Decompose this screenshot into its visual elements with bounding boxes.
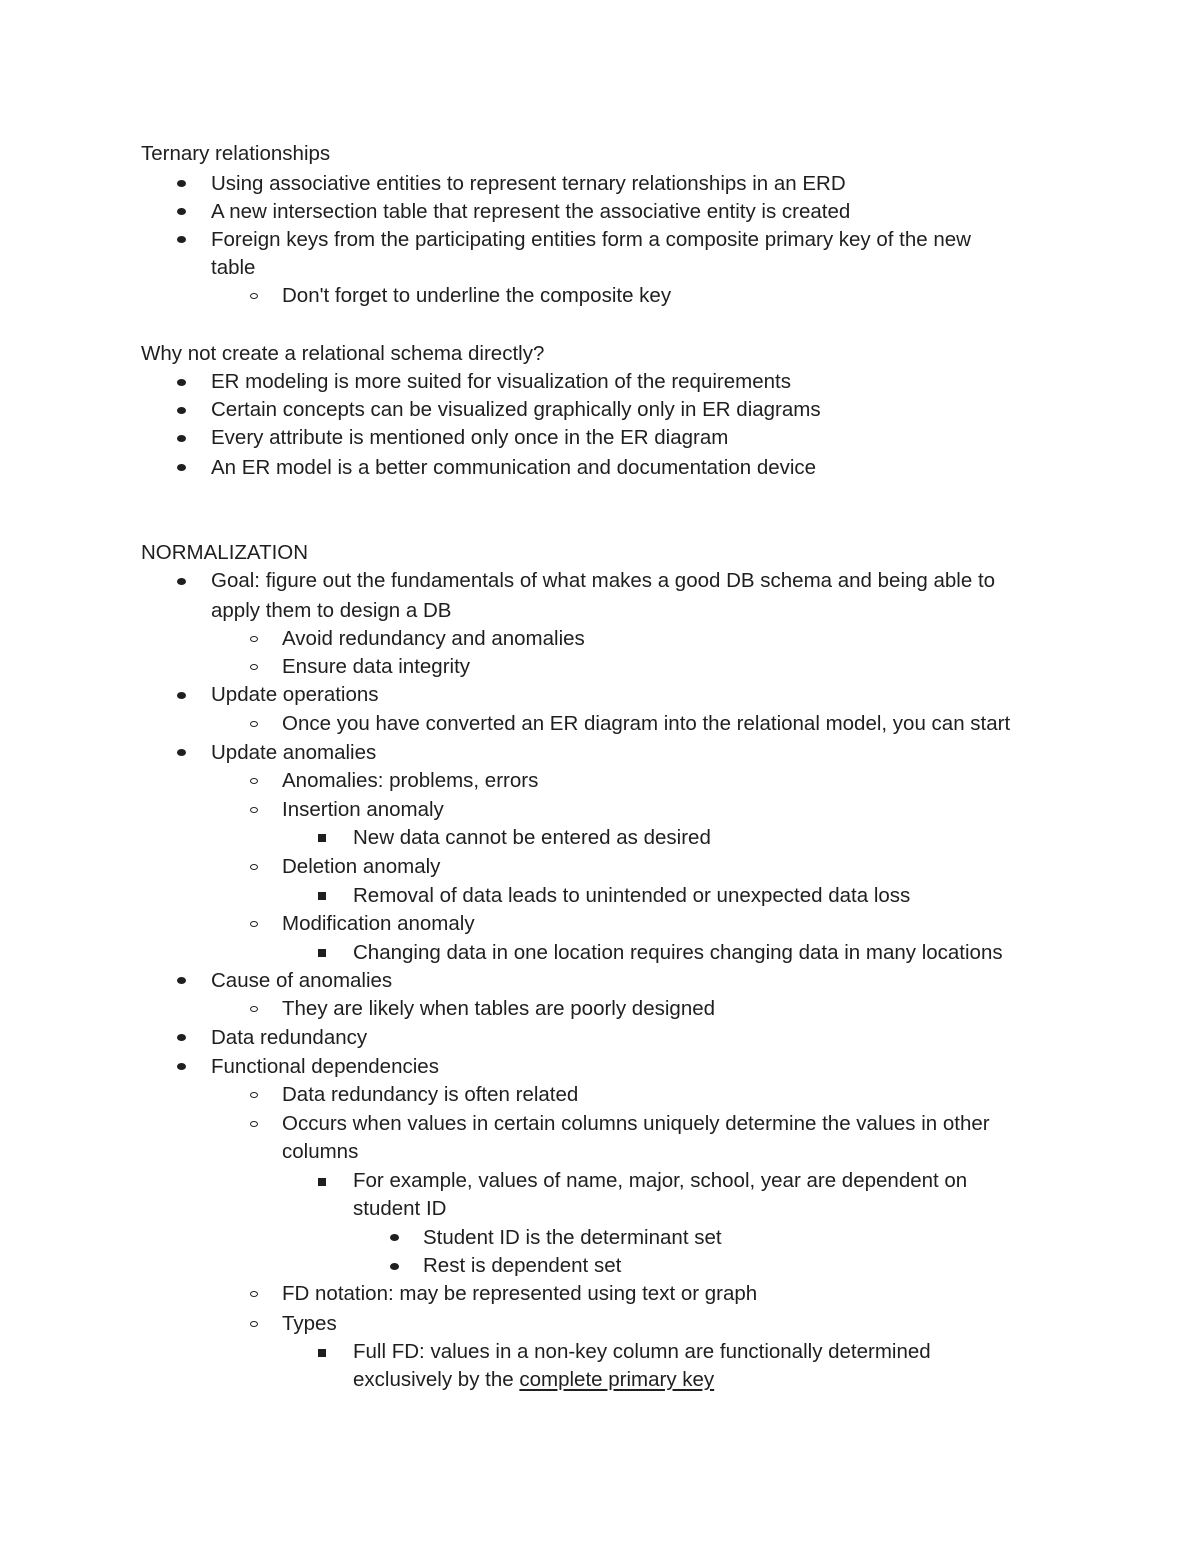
bullet-square-icon	[318, 1178, 326, 1186]
bullet-disc-icon	[177, 407, 186, 414]
bullet-disc-icon	[177, 977, 186, 984]
bullet-disc-icon	[177, 1034, 186, 1041]
list-subsubitem: Removal of data leads to unintended or unexpected data loss	[353, 884, 911, 907]
list-subitem: Modification anomaly	[282, 912, 475, 935]
bullet-disc-icon	[177, 692, 186, 699]
list-subitem: Data redundancy is often related	[282, 1083, 579, 1106]
list-item: Every attribute is mentioned only once in the ER diagram	[211, 426, 729, 449]
bullet-circle-icon	[250, 664, 258, 670]
bullet-square-icon	[318, 949, 326, 957]
bullet-disc-icon	[390, 1263, 399, 1270]
bullet-disc-icon	[177, 578, 186, 585]
list-subsubitem: Full FD: values in a non-key column are functionally determined	[353, 1340, 931, 1363]
list-item-continuation: table	[211, 256, 256, 279]
bullet-circle-icon	[250, 1321, 258, 1327]
bullet-circle-icon	[250, 1006, 258, 1012]
full-fd-prefix-text: exclusively by the	[353, 1368, 520, 1391]
list-item: Update anomalies	[211, 741, 377, 764]
bullet-disc-icon	[177, 435, 186, 442]
list-subsubitem-continuation	[353, 1366, 714, 1394]
list-item: Cause of anomalies	[211, 969, 393, 992]
list-subitem: They are likely when tables are poorly designed	[282, 997, 716, 1020]
list-item-continuation: apply them to design a DB	[211, 599, 452, 622]
list-item: Using associative entities to represent ternary relationships in an ERD	[211, 172, 846, 195]
list-item: ER modeling is more suited for visualization of the requirements	[211, 370, 791, 393]
list-subsubitem-continuation: student ID	[353, 1197, 447, 1220]
list-subitem: Don't forget to underline the composite key	[282, 284, 672, 307]
list-subitem: Anomalies: problems, errors	[282, 769, 539, 792]
bullet-square-icon	[318, 892, 326, 900]
list-level4-item: Student ID is the determinant set	[423, 1226, 722, 1249]
list-subitem: Occurs when values in certain columns uniquely determine the values in other	[282, 1112, 990, 1135]
list-item: Certain concepts can be visualized graphically only in ER diagrams	[211, 398, 821, 421]
list-subitem: FD notation: may be represented using text or graph	[282, 1282, 758, 1305]
bullet-disc-icon	[177, 236, 186, 243]
list-item: Foreign keys from the participating entities form a composite primary key of the new	[211, 228, 971, 251]
list-item: A new intersection table that represent the associative entity is created	[211, 200, 851, 223]
list-subitem: Deletion anomaly	[282, 855, 441, 878]
list-subitem: Ensure data integrity	[282, 655, 471, 678]
section-heading-normalization: NORMALIZATION	[141, 541, 309, 564]
list-subitem: Types	[282, 1312, 337, 1335]
bullet-square-icon	[318, 1349, 326, 1357]
section-heading-ternary: Ternary relationships	[141, 142, 331, 165]
list-item: Data redundancy	[211, 1026, 368, 1049]
bullet-disc-icon	[177, 208, 186, 215]
list-item: An ER model is a better communication and documentation device	[211, 456, 817, 479]
bullet-disc-icon	[177, 1063, 186, 1070]
list-subitem: Once you have converted an ER diagram into the relational model, you can start	[282, 712, 1011, 735]
bullet-square-icon	[318, 834, 326, 842]
bullet-circle-icon	[250, 293, 258, 299]
bullet-disc-icon	[177, 464, 186, 471]
list-item: Functional dependencies	[211, 1055, 439, 1078]
bullet-circle-icon	[250, 921, 258, 927]
bullet-disc-icon	[177, 749, 186, 756]
bullet-circle-icon	[250, 807, 258, 813]
list-level4-item: Rest is dependent set	[423, 1254, 622, 1277]
bullet-circle-icon	[250, 1121, 258, 1127]
bullet-circle-icon	[250, 864, 258, 870]
bullet-circle-icon	[250, 1291, 258, 1297]
list-subitem: Avoid redundancy and anomalies	[282, 627, 585, 650]
bullet-disc-icon	[177, 180, 186, 187]
list-item: Goal: figure out the fundamentals of what makes a good DB schema and being able to	[211, 569, 996, 592]
underlined-term: complete primary key	[519, 1368, 715, 1391]
list-item: Update operations	[211, 683, 379, 706]
list-subitem-continuation: columns	[282, 1140, 359, 1163]
bullet-circle-icon	[250, 636, 258, 642]
bullet-disc-icon	[390, 1234, 399, 1241]
list-subitem: Insertion anomaly	[282, 798, 444, 821]
list-subsubitem: New data cannot be entered as desired	[353, 826, 711, 849]
bullet-circle-icon	[250, 778, 258, 784]
list-subsubitem: Changing data in one location requires changing data in many locations	[353, 941, 1003, 964]
bullet-circle-icon	[250, 1092, 258, 1098]
bullet-disc-icon	[177, 379, 186, 386]
section-heading-why: Why not create a relational schema directly?	[141, 342, 545, 365]
list-subsubitem: For example, values of name, major, school, year are dependent on	[353, 1169, 968, 1192]
bullet-circle-icon	[250, 721, 258, 727]
